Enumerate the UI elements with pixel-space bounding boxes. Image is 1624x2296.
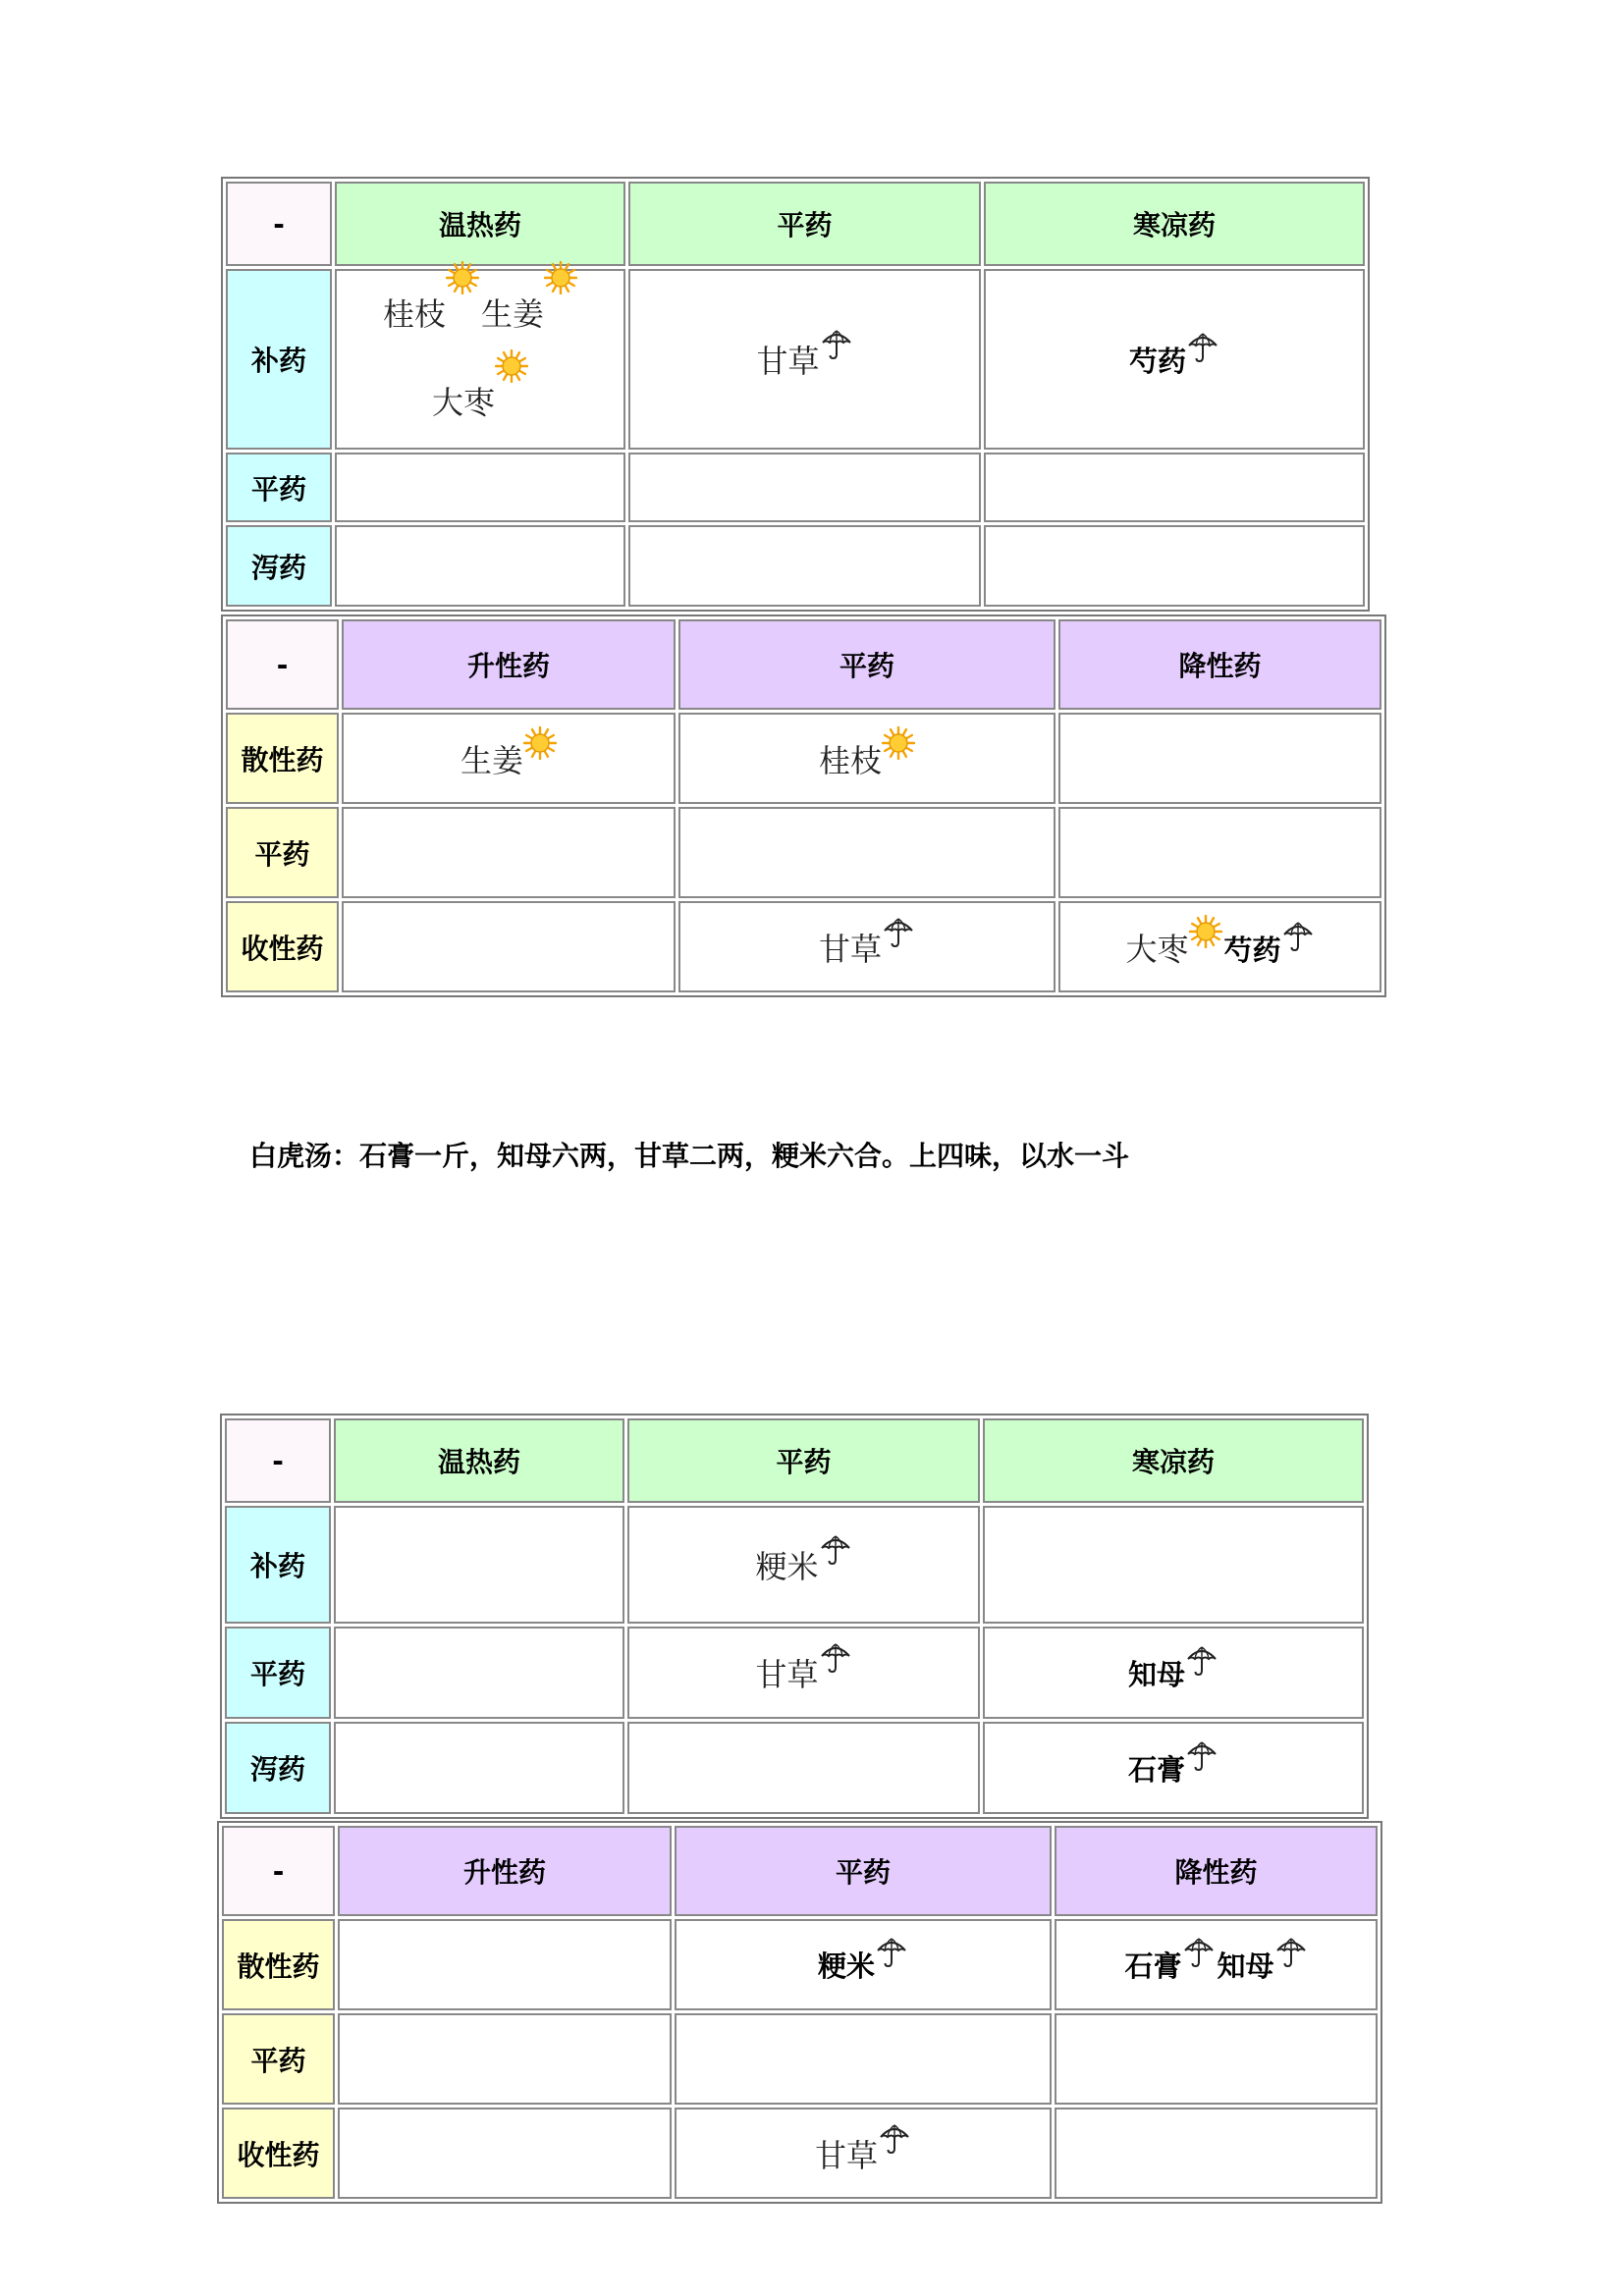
row-header: 散性药 [226,713,339,804]
herb-name: 粳米 [817,1949,875,1983]
col-header: 平药 [627,1418,980,1503]
herb-name: 知母 [1217,1949,1274,1983]
herb-entry [432,359,528,448]
corner-cell: - [226,619,339,710]
herb-entry [819,925,915,970]
herb-cell [342,807,676,898]
sun-icon [882,726,915,760]
herb-entry [1124,1945,1215,1985]
row-header: 平药 [226,453,332,522]
herb-entry [815,2131,911,2176]
formula-note: 白虎汤：石膏一斤，知母六两，甘草二两，粳米六合。上四味，以水一斗 [249,1140,1130,1172]
herb-entry [1128,1653,1218,1693]
herb-entry [383,271,479,359]
herb-cell [1058,713,1381,804]
umbrella-icon [875,1935,908,1968]
col-header: 温热药 [334,1418,624,1503]
herb-cell [335,525,625,607]
herb-name: 大枣 [1125,930,1189,968]
herb-cell [335,269,625,450]
col-header: 平药 [628,182,981,266]
herb-name: 石膏 [1127,1752,1185,1787]
umbrella-icon [819,1640,852,1674]
herb-cell [675,1919,1052,2010]
corner-cell: - [222,1826,335,1916]
herb-entry [755,1542,851,1587]
col-header: 降性药 [1055,1826,1378,1916]
col-header: 降性药 [1058,619,1381,710]
herb-cell [627,1506,980,1624]
herb-entry [1129,340,1219,380]
herb-cell [334,1627,624,1719]
herb-entry [818,1945,908,1985]
property-table-2 [221,614,1386,997]
herb-name: 桂枝 [818,741,882,779]
herb-cell [628,453,981,522]
herb-name: 粳米 [755,1548,819,1585]
property-table-4 [217,1821,1382,2204]
herb-cell [1055,1919,1378,2010]
row-header: 补药 [225,1506,331,1624]
herb-entry [1125,925,1221,970]
herb-entry [755,1650,851,1695]
herb-cell [678,807,1056,898]
herb-cell [334,1506,624,1624]
col-header: 寒凉药 [983,1418,1364,1503]
herb-cell [628,269,981,450]
umbrella-icon [882,915,915,948]
herb-name: 芍药 [1223,933,1281,967]
herb-cell [628,525,981,607]
herb-cell [1055,2108,1378,2199]
row-header: 泻药 [225,1722,331,1814]
sun-icon [446,261,479,294]
herb-cell [338,2013,672,2105]
herb-name: 知母 [1127,1657,1185,1691]
sun-icon [495,349,528,383]
col-header: 温热药 [335,182,625,266]
property-table-1 [221,177,1370,612]
row-header: 收性药 [226,901,339,992]
col-header: 寒凉药 [984,182,1365,266]
row-header: 平药 [225,1627,331,1719]
herb-cell [1058,807,1381,898]
sun-icon [544,261,577,294]
umbrella-icon [820,327,853,360]
sun-icon [1189,915,1222,948]
umbrella-icon [1182,1935,1216,1968]
row-header: 补药 [226,269,332,450]
herb-cell [342,713,676,804]
herb-name: 甘草 [814,2136,878,2174]
herb-name: 生姜 [460,741,523,779]
herb-cell [338,2108,672,2199]
herb-cell [338,1919,672,2010]
row-header: 平药 [226,807,339,898]
col-header: 平药 [675,1826,1052,1916]
row-header: 平药 [222,2013,335,2105]
herb-name: 大枣 [431,384,495,421]
herb-cell [627,1627,980,1719]
herb-entry [756,337,852,382]
herb-name: 甘草 [818,930,882,968]
herb-cell [334,1722,624,1814]
col-header: 平药 [678,619,1056,710]
umbrella-icon [1186,330,1219,363]
herb-entry [1224,929,1315,969]
umbrella-icon [1274,1935,1308,1968]
herb-cell [678,901,1056,992]
herb-name: 生姜 [481,295,545,333]
herb-entry [481,271,577,359]
corner-cell: - [226,182,332,266]
herb-cell [983,1722,1364,1814]
herb-cell [1058,901,1381,992]
herb-cell [627,1722,980,1814]
umbrella-icon [1281,919,1315,952]
herb-name: 甘草 [756,343,820,380]
herb-name: 桂枝 [382,295,446,333]
herb-entry [1128,1748,1218,1789]
herb-cell [983,1627,1364,1719]
row-header: 收性药 [222,2108,335,2199]
row-header: 泻药 [226,525,332,607]
herb-cell [984,453,1365,522]
herb-cell [984,269,1365,450]
herb-cell [984,525,1365,607]
herb-cell [675,2013,1052,2105]
umbrella-icon [878,2121,911,2155]
col-header: 升性药 [342,619,676,710]
umbrella-icon [1185,1643,1218,1677]
umbrella-icon [819,1532,852,1566]
herb-cell [335,453,625,522]
herb-cell [342,901,676,992]
col-header: 升性药 [338,1826,672,1916]
herb-entry [460,736,557,781]
herb-name: 甘草 [755,1656,819,1693]
herb-cell [678,713,1056,804]
sun-icon [523,726,557,760]
herb-cell [983,1506,1364,1624]
corner-cell: - [225,1418,331,1503]
herb-name: 石膏 [1124,1949,1182,1983]
row-header: 散性药 [222,1919,335,2010]
umbrella-icon [1185,1738,1218,1772]
property-table-3 [220,1414,1369,1819]
herb-cell [675,2108,1052,2199]
herb-entry [819,736,915,781]
herb-name: 芍药 [1128,344,1186,378]
herb-cell [1055,2013,1378,2105]
herb-entry [1218,1945,1308,1985]
